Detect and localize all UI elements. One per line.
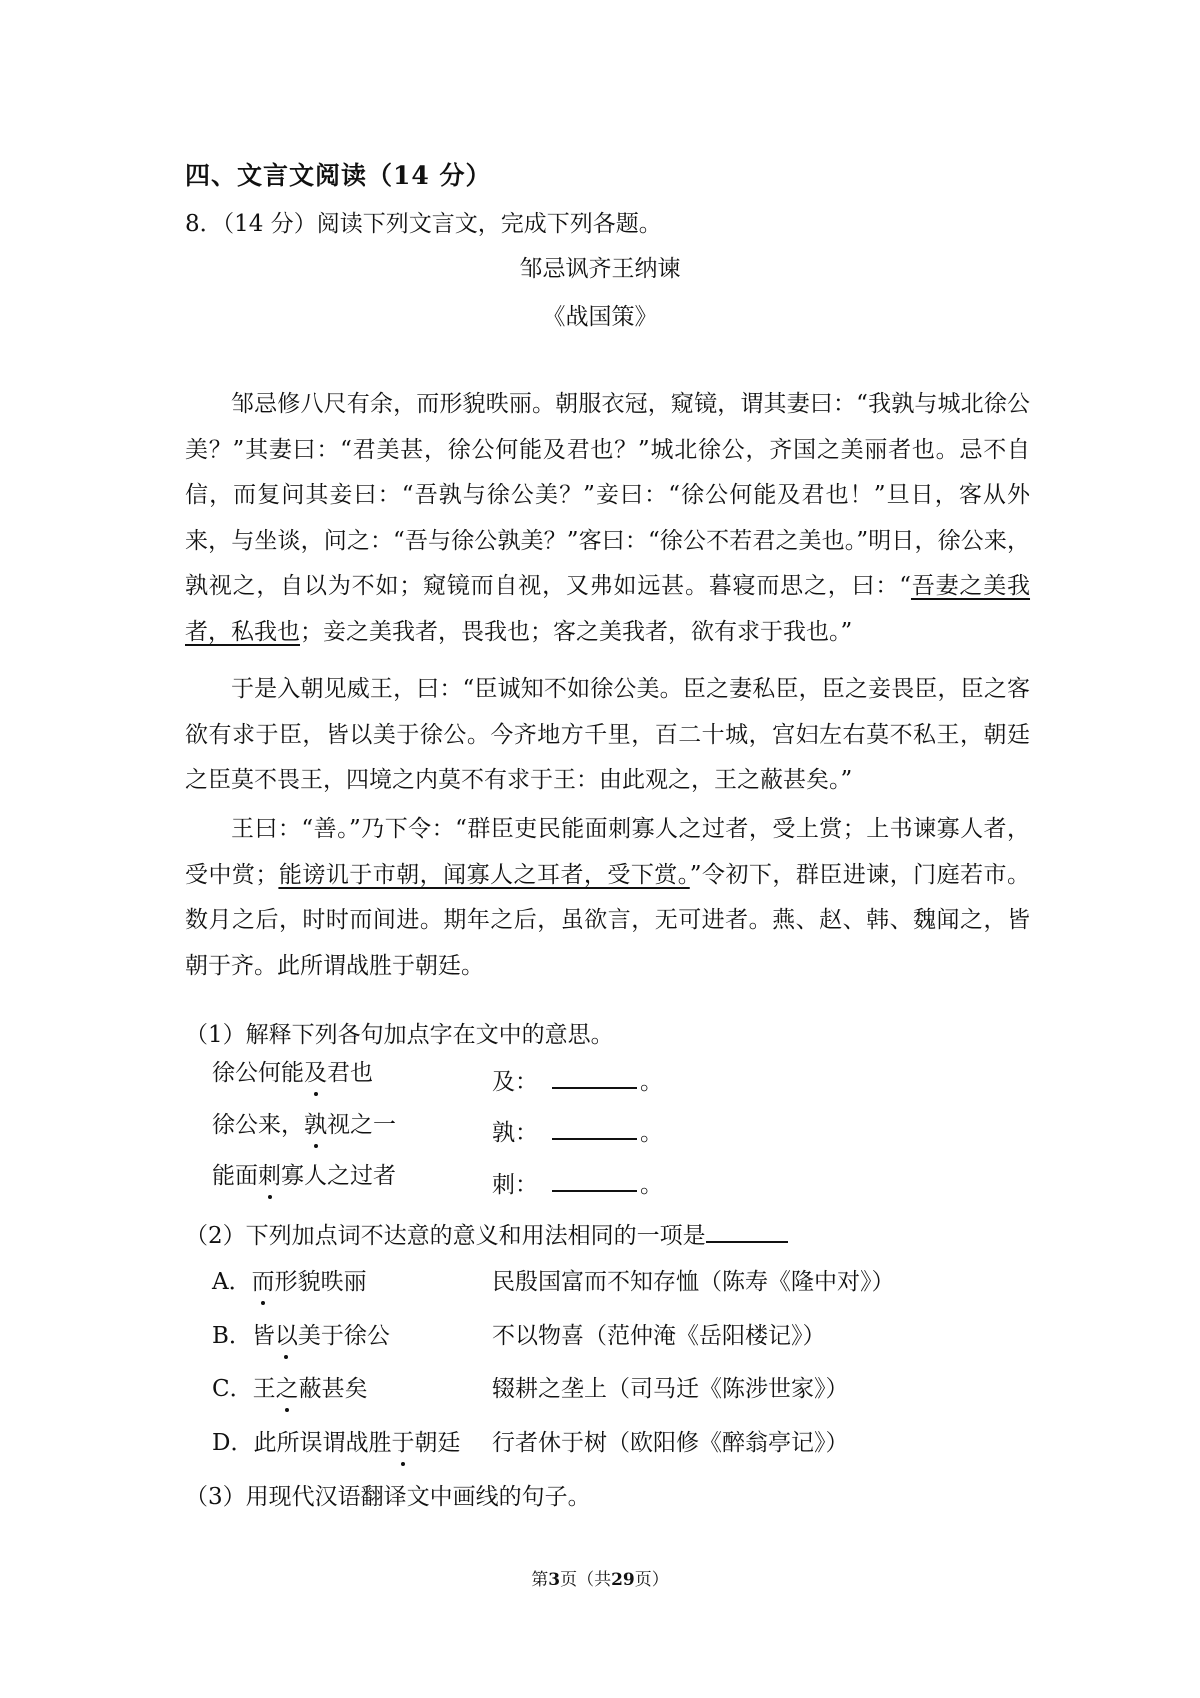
- option-a-compare: 民殷国富而不知存恤（陈寿《隆中对》）: [492, 1269, 895, 1295]
- sub1-answer-3: 刺： 。: [492, 1172, 663, 1198]
- option-c-compare: 辍耕之垄上（司马迁《陈涉世家》）: [492, 1376, 849, 1402]
- passage-paragraph-1: [185, 382, 1030, 655]
- sub-question-2-prompt: （2）下列加点词不达意的意义和用法相同的一项是: [185, 1217, 791, 1250]
- passage-text: 王曰：“善。”乃下令：“群臣吏民能面刺寡人之过者，受上赏；上书谏寡人者，受中赏；: [185, 816, 1030, 888]
- section-heading: 四、文言文阅读（14 分）: [185, 161, 492, 190]
- option-letter: C．: [212, 1376, 253, 1402]
- answer-label: 及：: [492, 1069, 538, 1095]
- page-footer: 第3页（共29页）: [531, 1570, 669, 1590]
- dotted-char: 孰: [304, 1106, 327, 1139]
- option-a: A．而形貌昳丽: [212, 1263, 367, 1296]
- passage-text: ；妾之美我者，畏我也；客之美我者，欲有求于我也。”: [300, 618, 853, 645]
- answer-blank[interactable]: [552, 1067, 637, 1089]
- sub-question-3-prompt: （3）用现代汉语翻译文中画线的句子。: [185, 1484, 591, 1510]
- passage-paragraph-2: [185, 667, 1030, 804]
- option-b-compare: 不以物喜（范仲淹《岳阳楼记》）: [492, 1323, 826, 1349]
- dotted-char: 以: [275, 1317, 298, 1350]
- passage-title: 邹忌讽齐王纳谏: [519, 256, 681, 282]
- option-c: C．王之蔽甚矣: [212, 1370, 368, 1403]
- passage-text: 邹忌修八尺有余，而形貌昳丽。朝服衣冠，窥镜，谓其妻曰：“我孰与城北徐公美？”其妻曰：“君美甚，徐公何能及君也？”城北徐公，齐国之美丽者也。忌不自信，而复问其妾曰：“吾孰与徐公美？”妾曰：“徐公何能及君也！”旦日，客从外来，与坐谈，问之：“吾与徐公孰美？”客曰：“徐公不若君之美也。”明日，徐公来，孰视之，自以为不如；窥镜而自视，又弗如远甚。暮寝而思之，曰：“: [185, 391, 1030, 599]
- underlined-sentence-1: 吾妻之美我者，私我也: [185, 573, 1031, 645]
- option-letter: A．: [212, 1269, 252, 1295]
- answer-label: 孰：: [492, 1120, 538, 1146]
- sub-question-1-prompt: （1）解释下列各句加点字在文中的意思。: [185, 1022, 614, 1048]
- option-b: B．皆以美于徐公: [212, 1317, 390, 1350]
- option-letter: B．: [212, 1323, 252, 1349]
- passage-text: 于是入朝见威王，曰：“臣诚知不如徐公美。臣之妻私臣，臣之妾畏臣，臣之客欲有求于臣，皆以美于徐公。今齐地方千里，百二十城，宫妇左右莫不私王，朝廷之臣莫不畏王，四境之内莫不有求于王：由此观之，王之蔽甚矣。”: [185, 676, 1030, 793]
- option-letter: D．: [212, 1430, 254, 1456]
- passage-text: ”令初下，群臣进谏，门庭若市。数月之后，时时而间进。期年之后，虽欲言，无可进者。燕、赵、韩、魏闻之，皆朝于齐。此所谓战胜于朝廷。: [185, 861, 1031, 979]
- dotted-char: 之: [276, 1370, 299, 1403]
- answer-blank[interactable]: [706, 1221, 788, 1243]
- sub1-answer-1: 及： 。: [492, 1069, 663, 1095]
- sub1-answer-2: 孰： 。: [492, 1120, 663, 1146]
- option-d: D．此所误谓战胜于朝廷: [212, 1424, 460, 1457]
- answer-label: 刺：: [492, 1172, 538, 1198]
- sub1-sentence-2: 徐公来，孰视之一: [212, 1106, 396, 1139]
- option-d-compare: 行者休于树（欧阳修《醉翁亭记》）: [492, 1430, 849, 1456]
- page-total: 29: [611, 1570, 635, 1590]
- underlined-sentence-2: 能谤讥于市朝，闻寡人之耳者，受下赏。: [278, 861, 690, 888]
- question-stem: 8．（14 分）阅读下列文言文，完成下列各题。: [185, 211, 662, 237]
- answer-blank[interactable]: [552, 1118, 637, 1140]
- answer-blank[interactable]: [552, 1170, 637, 1192]
- dotted-char: 刺: [258, 1157, 281, 1190]
- sub1-sentence-3: 能面刺寡人之过者: [212, 1157, 396, 1190]
- dotted-char: 及: [304, 1054, 327, 1087]
- sub1-sentence-1: 徐公何能及君也: [212, 1054, 373, 1087]
- dotted-char: 于: [391, 1424, 414, 1457]
- dotted-char: 而: [252, 1263, 275, 1296]
- passage-source: 《战国策》: [542, 304, 658, 330]
- page-number: 3: [548, 1570, 561, 1590]
- passage-paragraph-3: [185, 807, 1030, 989]
